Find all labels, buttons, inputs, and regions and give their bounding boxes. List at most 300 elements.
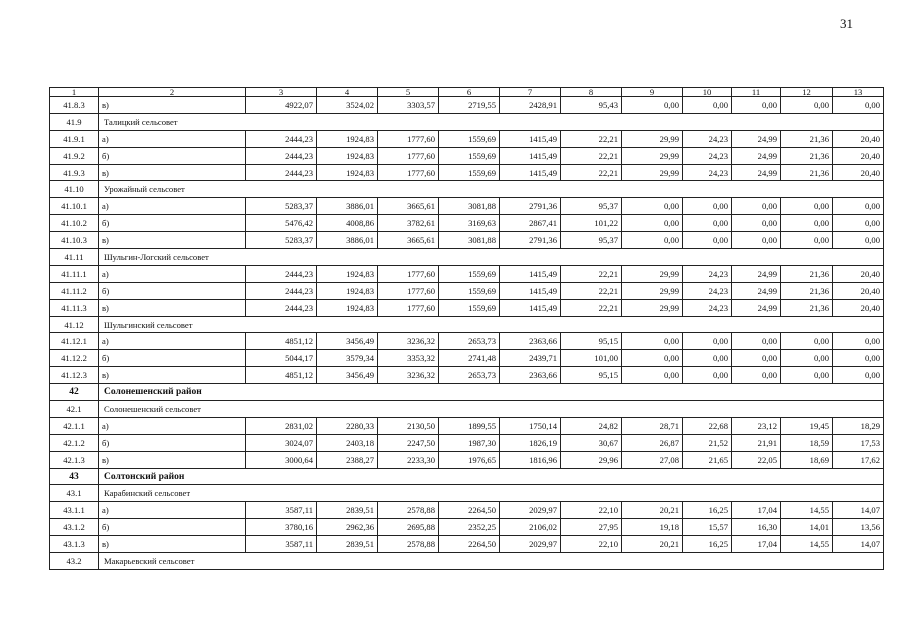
value-cell: 20,40 [833, 147, 884, 164]
value-cell: 14,07 [833, 536, 884, 553]
value-cell: 95,15 [561, 367, 622, 384]
row-code: 41.11 [50, 249, 99, 266]
value-cell: 2352,25 [439, 519, 500, 536]
value-cell: 24,99 [732, 164, 781, 181]
value-cell: 2444,23 [246, 282, 317, 299]
table-row [50, 519, 884, 536]
value-cell: 2029,97 [500, 502, 561, 519]
value-cell: 0,00 [732, 367, 781, 384]
value-cell: 24,23 [683, 299, 732, 316]
value-cell: 3665,61 [378, 232, 439, 249]
table-row [50, 434, 884, 451]
value-cell: 4851,12 [246, 367, 317, 384]
value-cell: 29,99 [622, 147, 683, 164]
value-cell: 1777,60 [378, 130, 439, 147]
value-cell: 21,36 [781, 299, 833, 316]
value-cell: 22,05 [732, 451, 781, 468]
row-code: 41.9.2 [50, 147, 99, 164]
value-cell: 2247,50 [378, 434, 439, 451]
value-cell: 5283,37 [246, 232, 317, 249]
value-cell: 4008,86 [317, 215, 378, 232]
value-cell: 21,52 [683, 434, 732, 451]
column-header: 7 [500, 88, 561, 97]
value-cell: 3236,32 [378, 333, 439, 350]
value-cell: 24,23 [683, 147, 732, 164]
value-cell: 1559,69 [439, 164, 500, 181]
table-row [50, 417, 884, 434]
row-subitem: а) [99, 198, 246, 215]
row-code: 43 [50, 468, 99, 485]
value-cell: 0,00 [732, 215, 781, 232]
value-cell: 22,21 [561, 147, 622, 164]
value-cell: 2839,51 [317, 536, 378, 553]
value-cell: 16,30 [732, 519, 781, 536]
row-subitem: в) [99, 164, 246, 181]
value-cell: 95,37 [561, 198, 622, 215]
value-cell: 22,21 [561, 164, 622, 181]
value-cell: 22,21 [561, 282, 622, 299]
value-cell: 0,00 [781, 333, 833, 350]
value-cell: 29,99 [622, 130, 683, 147]
value-cell: 3665,61 [378, 198, 439, 215]
row-code: 42 [50, 384, 99, 401]
value-cell: 22,10 [561, 536, 622, 553]
value-cell: 2106,02 [500, 519, 561, 536]
value-cell: 101,22 [561, 215, 622, 232]
value-cell: 1777,60 [378, 282, 439, 299]
row-subitem: б) [99, 215, 246, 232]
row-code: 43.1.3 [50, 536, 99, 553]
value-cell: 24,99 [732, 282, 781, 299]
value-cell: 0,00 [732, 333, 781, 350]
value-cell: 0,00 [781, 198, 833, 215]
row-code: 42.1 [50, 401, 99, 418]
table-row [50, 97, 884, 114]
table-row [50, 198, 884, 215]
value-cell: 24,99 [732, 130, 781, 147]
table-row [50, 147, 884, 164]
value-cell: 0,00 [683, 198, 732, 215]
value-cell: 23,12 [732, 417, 781, 434]
value-cell: 2653,73 [439, 333, 500, 350]
value-cell: 2791,36 [500, 232, 561, 249]
value-cell: 2363,66 [500, 333, 561, 350]
row-code: 41.9 [50, 113, 99, 130]
row-subitem: в) [99, 232, 246, 249]
value-cell: 3456,49 [317, 333, 378, 350]
row-subitem: б) [99, 519, 246, 536]
column-header: 12 [781, 88, 833, 97]
row-code: 41.12.1 [50, 333, 99, 350]
value-cell: 0,00 [833, 97, 884, 114]
value-cell: 1987,30 [439, 434, 500, 451]
value-cell: 3236,32 [378, 367, 439, 384]
value-cell: 14,01 [781, 519, 833, 536]
value-cell: 21,36 [781, 282, 833, 299]
value-cell: 17,04 [732, 502, 781, 519]
row-code: 42.1.2 [50, 434, 99, 451]
value-cell: 0,00 [683, 232, 732, 249]
district-row [50, 468, 884, 485]
value-cell: 2962,36 [317, 519, 378, 536]
value-cell: 21,65 [683, 451, 732, 468]
value-cell: 19,45 [781, 417, 833, 434]
value-cell: 2439,71 [500, 350, 561, 367]
value-cell: 14,07 [833, 502, 884, 519]
value-cell: 20,40 [833, 282, 884, 299]
value-cell: 2831,02 [246, 417, 317, 434]
settlement-name: Шульгинский сельсовет [99, 316, 884, 333]
row-code: 41.10.2 [50, 215, 99, 232]
settlement-name: Шульгин-Логский сельсовет [99, 249, 884, 266]
value-cell: 0,00 [732, 198, 781, 215]
value-cell: 1559,69 [439, 265, 500, 282]
value-cell: 21,36 [781, 164, 833, 181]
column-header: 11 [732, 88, 781, 97]
row-code: 41.12 [50, 316, 99, 333]
value-cell: 2695,88 [378, 519, 439, 536]
value-cell: 24,23 [683, 265, 732, 282]
column-header: 13 [833, 88, 884, 97]
table-row [50, 215, 884, 232]
value-cell: 22,21 [561, 130, 622, 147]
value-cell: 5476,42 [246, 215, 317, 232]
table-header [50, 88, 884, 97]
value-cell: 0,00 [622, 367, 683, 384]
value-cell: 1415,49 [500, 164, 561, 181]
value-cell: 29,96 [561, 451, 622, 468]
value-cell: 0,00 [781, 97, 833, 114]
value-cell: 2839,51 [317, 502, 378, 519]
district-name: Солтонский район [99, 468, 884, 485]
value-cell: 2444,23 [246, 130, 317, 147]
row-code: 42.1.1 [50, 417, 99, 434]
value-cell: 0,00 [833, 333, 884, 350]
row-code: 43.2 [50, 553, 99, 570]
value-cell: 13,56 [833, 519, 884, 536]
value-cell: 2233,30 [378, 451, 439, 468]
value-cell: 29,99 [622, 299, 683, 316]
value-cell: 0,00 [833, 198, 884, 215]
value-cell: 2653,73 [439, 367, 500, 384]
value-cell: 0,00 [732, 350, 781, 367]
row-subitem: в) [99, 97, 246, 114]
value-cell: 1559,69 [439, 130, 500, 147]
value-cell: 21,36 [781, 130, 833, 147]
row-code: 41.12.2 [50, 350, 99, 367]
value-cell: 1415,49 [500, 130, 561, 147]
value-cell: 0,00 [781, 232, 833, 249]
value-cell: 1924,83 [317, 265, 378, 282]
value-cell: 3886,01 [317, 232, 378, 249]
row-code: 43.1.2 [50, 519, 99, 536]
settlement-name: Макарьевский сельсовет [99, 553, 884, 570]
row-code: 43.1 [50, 485, 99, 502]
column-header: 6 [439, 88, 500, 97]
table-body [50, 97, 884, 570]
value-cell: 17,62 [833, 451, 884, 468]
table-row [50, 367, 884, 384]
row-code: 41.9.1 [50, 130, 99, 147]
value-cell: 0,00 [781, 367, 833, 384]
value-cell: 1924,83 [317, 164, 378, 181]
value-cell: 0,00 [622, 198, 683, 215]
value-cell: 20,40 [833, 164, 884, 181]
value-cell: 3353,32 [378, 350, 439, 367]
table-row [50, 451, 884, 468]
value-cell: 0,00 [732, 97, 781, 114]
row-subitem: в) [99, 451, 246, 468]
value-cell: 2791,36 [500, 198, 561, 215]
value-cell: 2280,33 [317, 417, 378, 434]
value-cell: 1924,83 [317, 130, 378, 147]
value-cell: 14,55 [781, 502, 833, 519]
row-subitem: б) [99, 147, 246, 164]
value-cell: 5044,17 [246, 350, 317, 367]
value-cell: 3456,49 [317, 367, 378, 384]
value-cell: 0,00 [683, 367, 732, 384]
value-cell: 2029,97 [500, 536, 561, 553]
value-cell: 2363,66 [500, 367, 561, 384]
column-header: 3 [246, 88, 317, 97]
row-subitem: а) [99, 502, 246, 519]
column-header: 10 [683, 88, 732, 97]
value-cell: 0,00 [833, 215, 884, 232]
value-cell: 3587,11 [246, 536, 317, 553]
value-cell: 2388,27 [317, 451, 378, 468]
value-cell: 1415,49 [500, 265, 561, 282]
column-header: 2 [99, 88, 246, 97]
table-row [50, 333, 884, 350]
value-cell: 21,36 [781, 265, 833, 282]
value-cell: 0,00 [683, 215, 732, 232]
value-cell: 24,99 [732, 299, 781, 316]
value-cell: 24,82 [561, 417, 622, 434]
value-cell: 5283,37 [246, 198, 317, 215]
page-number: 31 [840, 16, 853, 31]
value-cell: 2444,23 [246, 164, 317, 181]
value-cell: 2578,88 [378, 536, 439, 553]
row-code: 41.11.2 [50, 282, 99, 299]
table-row [50, 299, 884, 316]
row-subitem: а) [99, 333, 246, 350]
value-cell: 1976,65 [439, 451, 500, 468]
tariff-table [49, 87, 884, 570]
value-cell: 29,99 [622, 282, 683, 299]
value-cell: 21,36 [781, 147, 833, 164]
value-cell: 3303,57 [378, 97, 439, 114]
value-cell: 17,53 [833, 434, 884, 451]
value-cell: 16,25 [683, 502, 732, 519]
value-cell: 19,18 [622, 519, 683, 536]
value-cell: 0,00 [781, 350, 833, 367]
row-code: 41.10 [50, 181, 99, 198]
value-cell: 2867,41 [500, 215, 561, 232]
value-cell: 3000,64 [246, 451, 317, 468]
value-cell: 1777,60 [378, 299, 439, 316]
row-subitem: б) [99, 434, 246, 451]
row-subitem: а) [99, 265, 246, 282]
value-cell: 22,21 [561, 265, 622, 282]
value-cell: 22,21 [561, 299, 622, 316]
value-cell: 24,99 [732, 147, 781, 164]
value-cell: 1415,49 [500, 299, 561, 316]
value-cell: 20,40 [833, 299, 884, 316]
value-cell: 2264,50 [439, 502, 500, 519]
row-code: 41.11.1 [50, 265, 99, 282]
value-cell: 24,23 [683, 130, 732, 147]
value-cell: 2264,50 [439, 536, 500, 553]
row-code: 42.1.3 [50, 451, 99, 468]
row-code: 41.8.3 [50, 97, 99, 114]
value-cell: 1899,55 [439, 417, 500, 434]
value-cell: 3081,88 [439, 232, 500, 249]
value-cell: 1559,69 [439, 299, 500, 316]
row-subitem: б) [99, 282, 246, 299]
value-cell: 0,00 [833, 350, 884, 367]
row-subitem: в) [99, 536, 246, 553]
value-cell: 0,00 [683, 333, 732, 350]
value-cell: 24,23 [683, 282, 732, 299]
value-cell: 20,40 [833, 265, 884, 282]
table-row [50, 536, 884, 553]
value-cell: 29,99 [622, 265, 683, 282]
value-cell: 28,71 [622, 417, 683, 434]
row-code: 41.9.3 [50, 164, 99, 181]
value-cell: 0,00 [732, 232, 781, 249]
row-code: 41.10.1 [50, 198, 99, 215]
column-header: 5 [378, 88, 439, 97]
value-cell: 22,10 [561, 502, 622, 519]
value-cell: 1559,69 [439, 147, 500, 164]
value-cell: 22,68 [683, 417, 732, 434]
value-cell: 0,00 [683, 97, 732, 114]
row-subitem: в) [99, 367, 246, 384]
value-cell: 1777,60 [378, 164, 439, 181]
table-row [50, 350, 884, 367]
column-header: 8 [561, 88, 622, 97]
row-code: 43.1.1 [50, 502, 99, 519]
value-cell: 0,00 [622, 215, 683, 232]
row-code: 41.12.3 [50, 367, 99, 384]
value-cell: 0,00 [683, 350, 732, 367]
row-code: 41.10.3 [50, 232, 99, 249]
value-cell: 27,95 [561, 519, 622, 536]
value-cell: 1816,96 [500, 451, 561, 468]
value-cell: 1924,83 [317, 147, 378, 164]
column-header: 9 [622, 88, 683, 97]
settlement-name: Талицкий сельсовет [99, 113, 884, 130]
column-header: 1 [50, 88, 99, 97]
value-cell: 1415,49 [500, 147, 561, 164]
section-row [50, 401, 884, 418]
value-cell: 95,43 [561, 97, 622, 114]
value-cell: 18,69 [781, 451, 833, 468]
value-cell: 27,08 [622, 451, 683, 468]
value-cell: 20,21 [622, 536, 683, 553]
value-cell: 3024,07 [246, 434, 317, 451]
value-cell: 24,99 [732, 265, 781, 282]
value-cell: 1924,83 [317, 299, 378, 316]
value-cell: 20,40 [833, 130, 884, 147]
section-row [50, 113, 884, 130]
value-cell: 20,21 [622, 502, 683, 519]
section-row [50, 553, 884, 570]
value-cell: 0,00 [781, 215, 833, 232]
settlement-name: Солонешенский сельсовет [99, 401, 884, 418]
table-row [50, 164, 884, 181]
value-cell: 3587,11 [246, 502, 317, 519]
table-row [50, 282, 884, 299]
value-cell: 2578,88 [378, 502, 439, 519]
value-cell: 2444,23 [246, 265, 317, 282]
value-cell: 18,59 [781, 434, 833, 451]
value-cell: 14,55 [781, 536, 833, 553]
value-cell: 2741,48 [439, 350, 500, 367]
value-cell: 2719,55 [439, 97, 500, 114]
value-cell: 0,00 [833, 367, 884, 384]
value-cell: 1559,69 [439, 282, 500, 299]
value-cell: 3524,02 [317, 97, 378, 114]
header-row [50, 88, 884, 97]
table-row [50, 265, 884, 282]
table-row [50, 130, 884, 147]
value-cell: 24,23 [683, 164, 732, 181]
settlement-name: Карабинский сельсовет [99, 485, 884, 502]
value-cell: 3886,01 [317, 198, 378, 215]
value-cell: 2130,50 [378, 417, 439, 434]
table-row [50, 502, 884, 519]
value-cell: 17,04 [732, 536, 781, 553]
value-cell: 95,15 [561, 333, 622, 350]
value-cell: 1777,60 [378, 147, 439, 164]
value-cell: 1924,83 [317, 282, 378, 299]
value-cell: 1826,19 [500, 434, 561, 451]
value-cell: 0,00 [622, 97, 683, 114]
row-code: 41.11.3 [50, 299, 99, 316]
value-cell: 1777,60 [378, 265, 439, 282]
settlement-name: Урожайный сельсовет [99, 181, 884, 198]
value-cell: 3782,61 [378, 215, 439, 232]
value-cell: 3081,88 [439, 198, 500, 215]
value-cell: 0,00 [622, 350, 683, 367]
row-subitem: б) [99, 350, 246, 367]
district-row [50, 384, 884, 401]
value-cell: 0,00 [833, 232, 884, 249]
value-cell: 0,00 [622, 333, 683, 350]
value-cell: 3169,63 [439, 215, 500, 232]
value-cell: 3780,16 [246, 519, 317, 536]
section-row [50, 316, 884, 333]
value-cell: 15,57 [683, 519, 732, 536]
section-row [50, 181, 884, 198]
value-cell: 29,99 [622, 164, 683, 181]
value-cell: 30,67 [561, 434, 622, 451]
value-cell: 3579,34 [317, 350, 378, 367]
value-cell: 2444,23 [246, 299, 317, 316]
district-name: Солонешенский район [99, 384, 884, 401]
table-row [50, 232, 884, 249]
value-cell: 2444,23 [246, 147, 317, 164]
value-cell: 4851,12 [246, 333, 317, 350]
section-row [50, 249, 884, 266]
row-subitem: а) [99, 130, 246, 147]
value-cell: 18,29 [833, 417, 884, 434]
value-cell: 0,00 [622, 232, 683, 249]
value-cell: 4922,07 [246, 97, 317, 114]
value-cell: 1750,14 [500, 417, 561, 434]
value-cell: 2428,91 [500, 97, 561, 114]
